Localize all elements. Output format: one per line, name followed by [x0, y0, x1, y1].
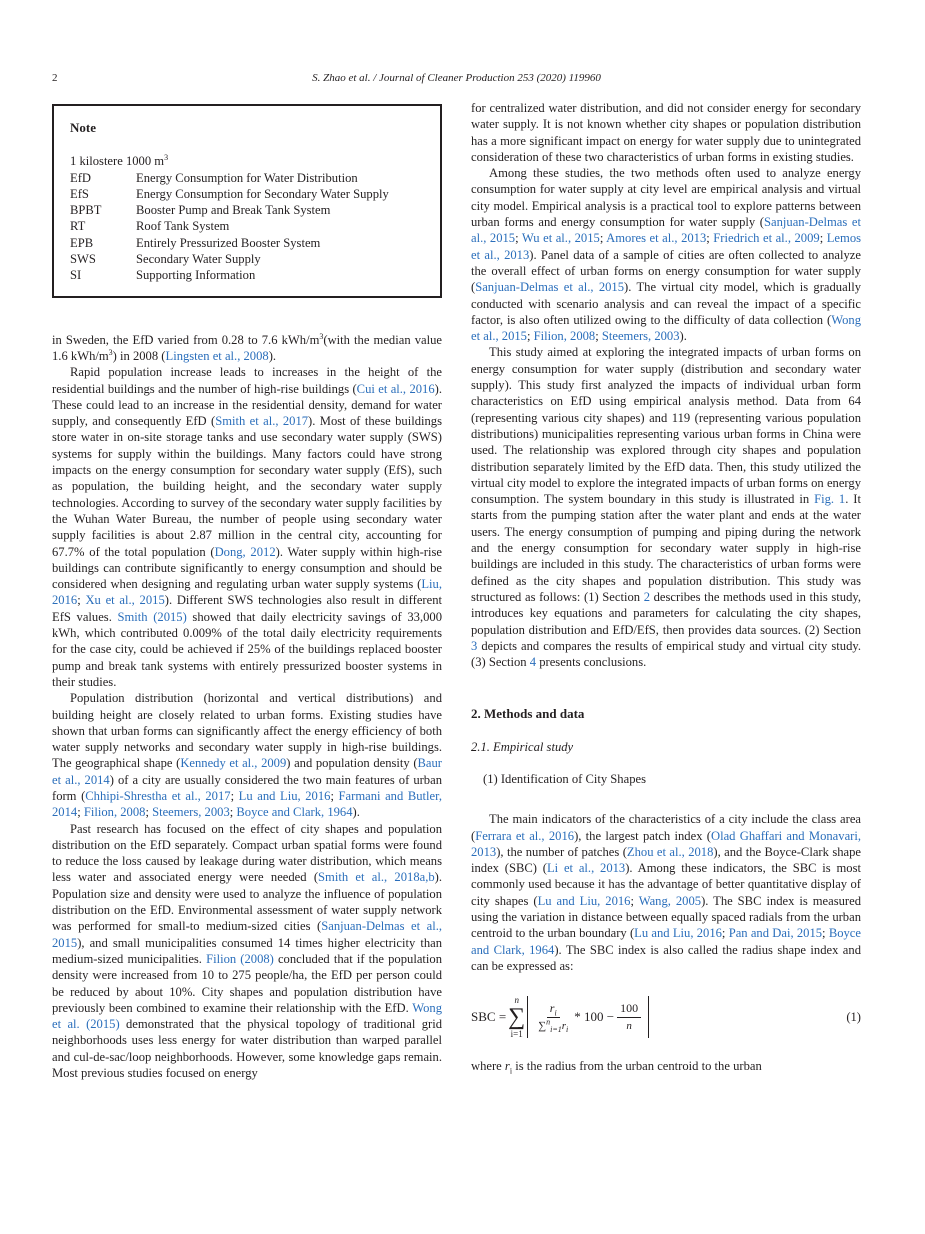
citation-link[interactable]: Smith et al., 2017	[215, 414, 309, 429]
citation-link[interactable]: Baur et al., 2014	[52, 756, 442, 787]
citation-link[interactable]: Lemos et al., 2013	[471, 231, 862, 262]
citation-link[interactable]: Lu and Liu, 2016	[238, 788, 331, 803]
citation-link[interactable]: Kennedy et al., 2009	[180, 756, 287, 771]
note-title: Note	[70, 120, 96, 135]
equation-number: (1)	[846, 1010, 861, 1025]
paragraph: Population distribution (horizontal and vertical distributions) and building height are closely related to urban forms. Existing studies have shown that urban forms can significantly affect the energy efficiency of both water supply networks and secondary water supply in high-rise buildings. The geographical shape (Kennedy et al., 2009) and population density (Baur et al., 2014) of a city are usually considered the two main features of urban form (Chhipi-Shrestha et al., 2017; Lu and Liu, 2016; Farmani and Butler, 2014; Filion, 2008; Steemers, 2003; Boyce and Clark, 1964).	[52, 691, 442, 820]
figure-link[interactable]: Fig. 1	[814, 492, 846, 507]
section-link[interactable]: 3	[471, 638, 478, 653]
citation-link[interactable]: Lu and Liu, 2016	[634, 926, 722, 941]
citation-link[interactable]: Filion (2008)	[206, 951, 274, 966]
citation-link[interactable]: Chhipi-Shrestha et al., 2017	[85, 788, 231, 803]
fraction-100-n: $\frac{100}{n}$	[617, 1000, 641, 1034]
subsection-heading: 2.1. Empirical study	[471, 739, 574, 754]
abbreviation-row: EPB Entirely Pressurized Booster System	[70, 235, 321, 250]
superscript: 3	[108, 347, 113, 357]
abbreviation-row: SI Supporting Information	[70, 268, 256, 283]
section-link[interactable]: 2	[643, 589, 651, 604]
citation-link[interactable]: Sanjuan-Delmas et al., 2015	[471, 215, 861, 246]
abbreviation-row: EfS Energy Consumption for Secondary Water Supply	[70, 186, 389, 201]
citation-link[interactable]: Amores et al., 2013	[606, 231, 707, 246]
list-item: (1) Identification of City Shapes	[483, 771, 646, 786]
citation-link[interactable]: Farmani and Butler, 2014	[52, 788, 442, 820]
citation-link[interactable]: Wu et al., 2015	[521, 231, 600, 246]
running-head	[52, 72, 861, 88]
abbreviation-table	[70, 170, 389, 284]
citation-link[interactable]: Boyce and Clark, 1964	[471, 926, 861, 957]
citation-link[interactable]: Filion, 2008	[83, 805, 146, 820]
paragraph: Among these studies, the two methods often used to analyze energy consumption for water supply at city level are empirical analysis and virtual city model. Empirical analysis is a practical tool to explore patterns between urban forms and energy consumption for water supply (Sanjuan-Delmas et al., 2015; Wu et al., 2015; Amores et al., 2013; Friedrich et al., 2009; Lemos et al., 2013). Panel data of a sample of cities are often collected to analyze the overall effect of urban forms on energy consumption for water supply (Sanjuan-Delmas et al., 2015). The virtual city model, which is gradually conducted with scenario analysis and can reveal the impact of a specific factor, is also often utilized owing to the difficulty of data collection (Wong et al., 2015; Filion, 2008; Steemers, 2003).	[471, 166, 862, 344]
summation-symbol: n ∑ i=1	[508, 995, 526, 1040]
paragraph: The main indicators of the characteristics of a city include the class area (Ferrara et al., 2016), the largest patch index (Olad Ghaffari and Monavari, 2013), the number of patches (Zhou et al., 2018), and the Boyce-Clark shape index (SBC) (Li et al., 2013). Among these indicators, the SBC is most commonly used because it has the advantage of better quantitative display of city shapes (Lu and Liu, 2016; Wang, 2005). The SBC index is measured using the variation in distance between equally spaced radials from the urban centroid to the urban boundary (Lu and Liu, 2016; Pan and Dai, 2015; Boyce and Clark, 1964). The SBC index is also called the radius shape index and can be expressed as:	[471, 812, 861, 973]
citation-link[interactable]: Cui et al., 2016	[356, 381, 435, 396]
citation-link[interactable]: Sanjuan-Delmas et al., 2015	[52, 919, 443, 950]
abbreviation-row: EfD Energy Consumption for Water Distribution	[70, 170, 358, 185]
paragraph: in Sweden, the EfD varied from 0.28 to 7.6 kWh/$m^3(with$ the median value 1.6 kWh/$m^3$) in 2008 (Lingsten et al., 2008).	[52, 331, 442, 363]
citation-link[interactable]: Ferrara et al., 2016	[475, 828, 575, 843]
equation-body	[471, 995, 649, 1039]
abbreviation-row: RT Roof Tank System	[70, 219, 230, 234]
citation-link[interactable]: Smith (2015)	[117, 609, 187, 624]
citation-link[interactable]: Filion, 2008	[533, 329, 596, 344]
paragraph: where $r_i$ is the radius from the urban centroid to the urban	[471, 1059, 762, 1076]
citation-link[interactable]: Boyce and Clark, 1964	[236, 805, 353, 820]
note-unit: 1 kilostere 1000 $m^3$	[70, 153, 169, 169]
absolute-value: $\frac{r_i}{\sum^n_{i=1}r_i}$ * 100 − $\frac{100}{n}$	[527, 996, 649, 1038]
equation-sbc	[471, 988, 861, 1046]
citation-link[interactable]: Xu et al., 2015	[85, 593, 165, 608]
abbreviation-row: BPBT Booster Pump and Break Tank System	[70, 203, 331, 218]
citation-link[interactable]: Friedrich et al., 2009	[713, 231, 820, 246]
left-column	[52, 100, 442, 1081]
citation-link[interactable]: Dong, 2012	[214, 544, 276, 559]
citation-link[interactable]: Li et al., 2013	[546, 861, 626, 876]
citation-link[interactable]: Pan and Dai, 2015	[728, 926, 823, 941]
citation-link[interactable]: Steemers, 2003	[152, 805, 230, 820]
citation-link[interactable]: Wong et al., 2015	[471, 312, 861, 344]
paragraph: for centralized water distribution, and did not consider energy for secondary water supply. It is not known whether city shapes or population distribution has a more significant impact on energy for water supply due to unintegrated consideration of these two characteristics of urban forms in existing studies.	[471, 101, 861, 164]
journal-citation: S. Zhao et al. / Journal of Cleaner Production 253 (2020) 119960	[312, 72, 601, 84]
citation-link[interactable]: Lingsten et al., 2008	[165, 348, 269, 363]
citation-link[interactable]: Steemers, 2003	[601, 329, 680, 344]
paragraph: This study aimed at exploring the integrated impacts of urban forms on energy consumption for water supply (distribution and secondary water supply). This study first analyzed the impacts of individual urban form characteristics on EfD using empirical analysis method. Data from 64 (representing various city shapes) and 119 (representing various population distributions) municipalities representing various urban forms in China were used. The relationship was explored through city shapes and population distribution separately limited by the EfD data. Then, this study utilized the virtual city model to explore the integrated impacts of urban forms on energy consumption. The system boundary in this study is illustrated in Fig. 1. It starts from the pumping station after the water plant and ends at the water users. The energy consumption of pumping and piping during the network and the energy consumption for secondary water supply in high-rise buildings are included in this study. The characteristics of urban forms were defined as the city shapes and population distribution. This study was structured as follows: (1) Section 2 describes the methods used in this study, introduces key equations and parameters for calculating the city shapes, population distribution and EfD/EfS, then provides data sources. (2) Section 3 depicts and compares the results of empirical study and virtual city study. (3) Section 4 presents conclusions.	[471, 345, 861, 670]
citation-link[interactable]: Olad Ghaffari and Monavari, 2013	[471, 828, 861, 859]
citation-link[interactable]: Smith et al., 2018a,b	[318, 870, 435, 885]
citation-link[interactable]: Wong et al. (2015)	[52, 1000, 442, 1032]
superscript: 3	[319, 331, 324, 341]
fraction-ri: $\frac{r_i}{\sum^n_{i=1}r_i}$	[538, 1001, 569, 1034]
citation-link[interactable]: Wang, 2005	[638, 893, 702, 908]
equation-lhs: SBC =	[471, 1009, 507, 1025]
section-heading: 2. Methods and data	[471, 706, 585, 722]
right-column	[471, 100, 861, 1075]
citation-link[interactable]: Zhou et al., 2018	[626, 844, 714, 859]
paragraph: Rapid population increase leads to increases in the height of the residential buildings and the number of high-rise buildings (Cui et al., 2016). These could lead to an increase in the residential density, demand for water supply, and consequently EfD (Smith et al., 2017). Most of these buildings store water in on-site storage tanks and use secondary water supply (SWS) systems for supply within the buildings. Many factors could have strong impacts on the energy consumption for secondary water supply (EfS), such as population, the building height, and the secondary water supply technologies. According to survey of the secondary water supply facilities by the Wuhan Water Bureau, the number of people using secondary water supply facilities is about 2.87 million in the central city, accounting for 67.7% of the total population (Dong, 2012). Water supply within high-rise buildings can contribute significantly to energy consumption and should be considered when designing and regulating urban water supply systems (Liu, 2016; Xu et al., 2015). Different SWS technologies also result in different EfS values. Smith (2015) showed that daily electricity savings of 33,000 kWh, which contributed 0.009% of the total daily electricity requirements for the case city, could be achieved if 25% of the buildings replaced booster pump and break tank systems with entirely pressurized booster systems in their studies.	[52, 365, 442, 689]
citation-link[interactable]: Sanjuan-Delmas et al., 2015	[475, 280, 625, 295]
citation-link[interactable]: Liu, 2016	[52, 577, 442, 608]
citation-link[interactable]: Lu and Liu, 2016	[537, 893, 631, 908]
abbreviation-row: SWS Secondary Water Supply	[70, 252, 261, 267]
paragraph: Past research has focused on the effect of city shapes and population distribution on the EfD separately. Compact urban spatial forms were found to reduce the loss caused by leakage during water distribution, which means less water and associated energy were needed (Smith et al., 2018a,b). Population size and density were used to analyze the influence of population distribution on the EfD. Environmental assessment of water supply network was performed for small-to medium-sized cities (Sanjuan-Delmas et al., 2015), and small municipalities consumed 14 times higher electricity than medium-sized municipalities. Filion (2008) concluded that if the population density were increased from 10 to 275 people/ha, the EfD per person could be reduced by about 10%. City shapes and population distribution have previously been combined to examine their relationship with the EfD. Wong et al. (2015) demonstrated that the physical topology of traditional grid neighborhoods uses less energy for water distribution than warped parallel and cul-de-sac/loop neighborhoods. However, some knowledge gaps remain. Most previous studies focused on energy	[52, 821, 443, 1081]
note-box	[52, 104, 442, 298]
section-link[interactable]: 4	[529, 655, 537, 670]
page-number: 2	[52, 72, 58, 84]
